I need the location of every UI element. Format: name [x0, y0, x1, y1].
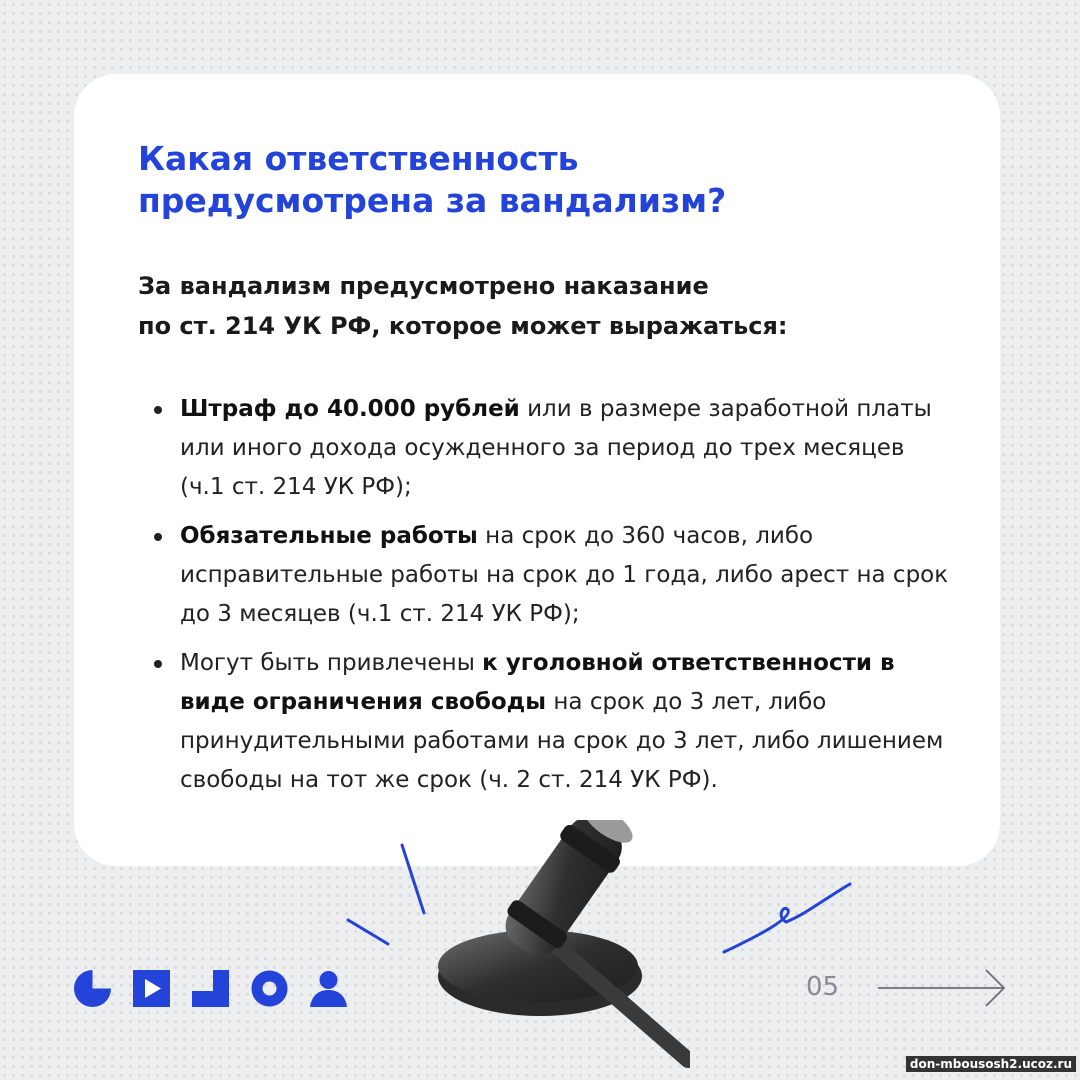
stairs-icon	[192, 970, 229, 1007]
intro-line-1: За вандализм предусмотрено наказание	[138, 272, 709, 300]
page-number: 05	[806, 972, 840, 1002]
play-square-icon	[133, 970, 170, 1007]
intro-line-2: по ст. 214 УК РФ, которое может выражаться:	[138, 312, 788, 340]
footer-icons	[74, 970, 347, 1008]
person-icon	[310, 970, 347, 1007]
gavel-illustration	[420, 820, 690, 1080]
bullet-lead: Могут быть привлечены	[180, 650, 483, 676]
bullet-text: или в размере заработной платы или иного дохода осужденного за период до трех месяцев (ч.1 ст. 214 УК РФ);	[180, 396, 932, 500]
title-line-2: предусмотрена за вандализм?	[138, 181, 727, 220]
ring-icon	[251, 970, 288, 1007]
bullet-text: на срок до 360 часов, либо исправительные работы на срок до 1 года, либо арест на срок до 3 месяцев (ч.1 ст. 214 УК РФ);	[180, 523, 949, 627]
bullet-bold-lead: Обязательные работы	[180, 523, 478, 549]
title-line-1: Какая ответственность	[138, 139, 579, 178]
arrow-right-icon[interactable]	[876, 966, 1008, 1010]
watermark: don-mbousosh2.ucoz.ru	[906, 1056, 1076, 1072]
bullet-bold-lead: Штраф до 40.000 рублей	[180, 396, 520, 422]
bullet-bold-mid: к уголовной ответственности в виде ограничения свободы	[180, 650, 895, 715]
bullet-text: на срок до 3 лет, либо принудительными работами на срок до 3 лет, либо лишением свободы на тот же срок (ч. 2 ст. 214 УК РФ).	[180, 689, 944, 793]
pie-shape-icon	[74, 970, 111, 1007]
